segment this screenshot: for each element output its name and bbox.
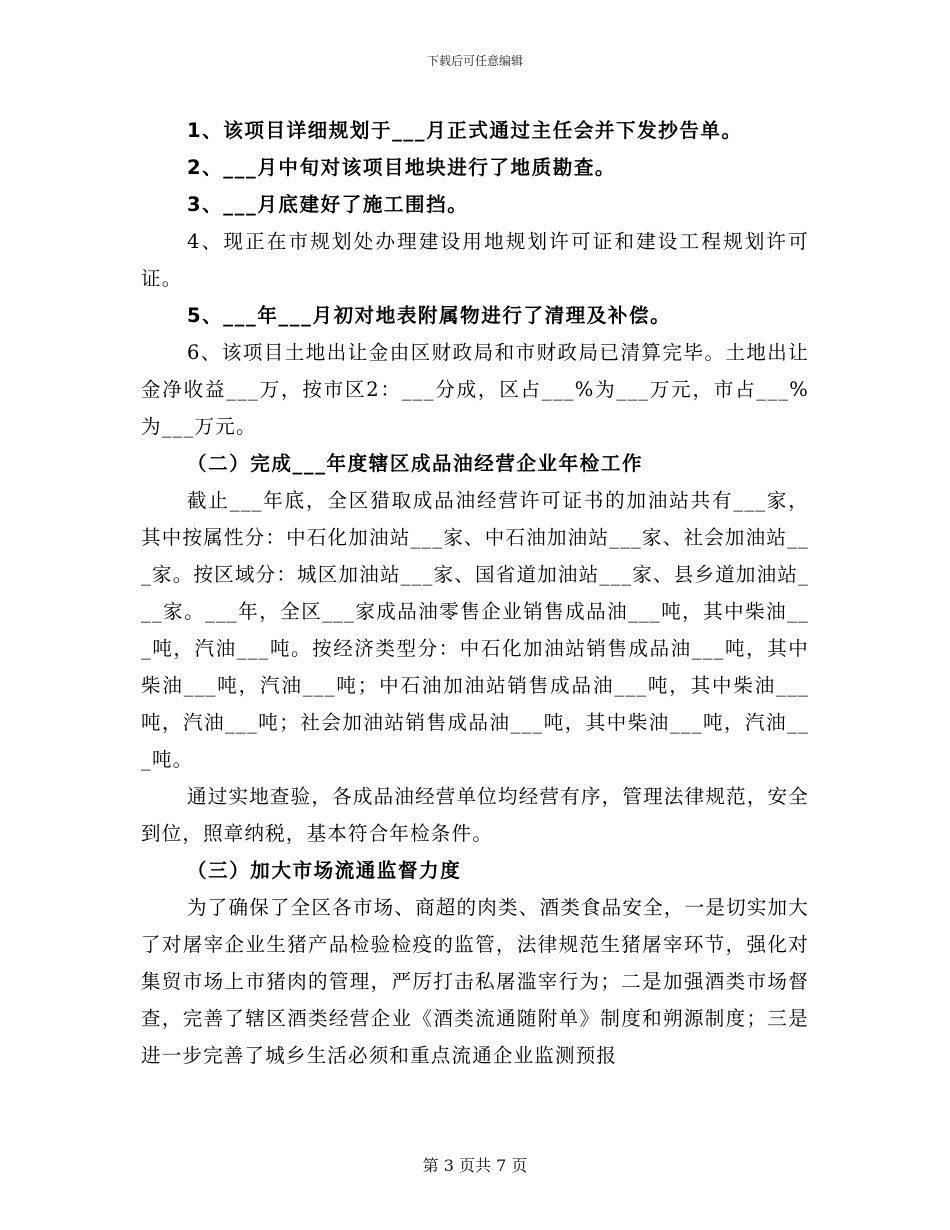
page-footer: 第 3 页共 7 页 (422, 1156, 528, 1175)
paragraph-item-2: 2、___月中旬对该项目地块进行了地质勘查。 (187, 156, 617, 179)
section-heading-2: （二）完成___年度辖区成品油经营企业年检工作 (187, 452, 644, 475)
paragraph-item-1: 1、该项目详细规划于___月正式通过主任会并下发抄告单。 (187, 119, 743, 142)
paragraph-market-supervision: 为了确保了全区各市场、商超的肉类、酒类食品安全，一是切实加大了对屠宰企业生猪产品检验检疫的监管，法律规范生猪屠宰环节，强化对集贸市场上市猪肉的管理，严厉打击私屠滥宰行为；二是加强酒类市场督查，完善了辖区酒类经营企业《酒类流通随附单》制度和朔源制度；三是进一步完善了城乡生活必须和重点流通企业监测预报 (141, 896, 809, 1067)
page-header: 下载后可任意编辑 (426, 54, 523, 68)
section-heading-3: （三）加大市场流通监督力度 (187, 859, 462, 882)
paragraph-item-6: 6、该项目土地出让金由区财政局和市财政局已清算完毕。土地出让金净收益___万，按市区2：___分成，区占___%为___万元，市占___%为___万元。 (141, 341, 809, 438)
paragraph-oil-stations: 截止___年底，全区猎取成品油经营许可证书的加油站共有___家，其中按属性分：中石化加油站___家、中石油加油站___家、社会加油站___家。按区域分：城区加油站___家、国省道加油站___家、县乡道加油站___家。___年，全区___家成品油零售企业销售成品油___吨，其中柴油___吨，汽油___吨。按经济类型分：中石化加油站销售成品油___吨，其中柴油___吨，汽油___吨；中石油加油站销售成品油___吨，其中柴油___吨，汽油___吨；社会加油站销售成品油___吨，其中柴油___吨，汽油___吨。 (141, 489, 809, 771)
paragraph-item-3: 3、___月底建好了施工围挡。 (187, 193, 469, 216)
paragraph-item-5: 5、___年___月初对地表附属物进行了清理及补偿。 (187, 304, 672, 327)
document-body (141, 112, 809, 1074)
paragraph-inspection: 通过实地查验，各成品油经营单位均经营有序，管理法律规范，安全到位，照章纳税，基本符合年检条件。 (141, 785, 809, 845)
paragraph-item-4: 4、现正在市规划处办理建设用地规划许可证和建设工程规划许可证。 (141, 230, 809, 290)
